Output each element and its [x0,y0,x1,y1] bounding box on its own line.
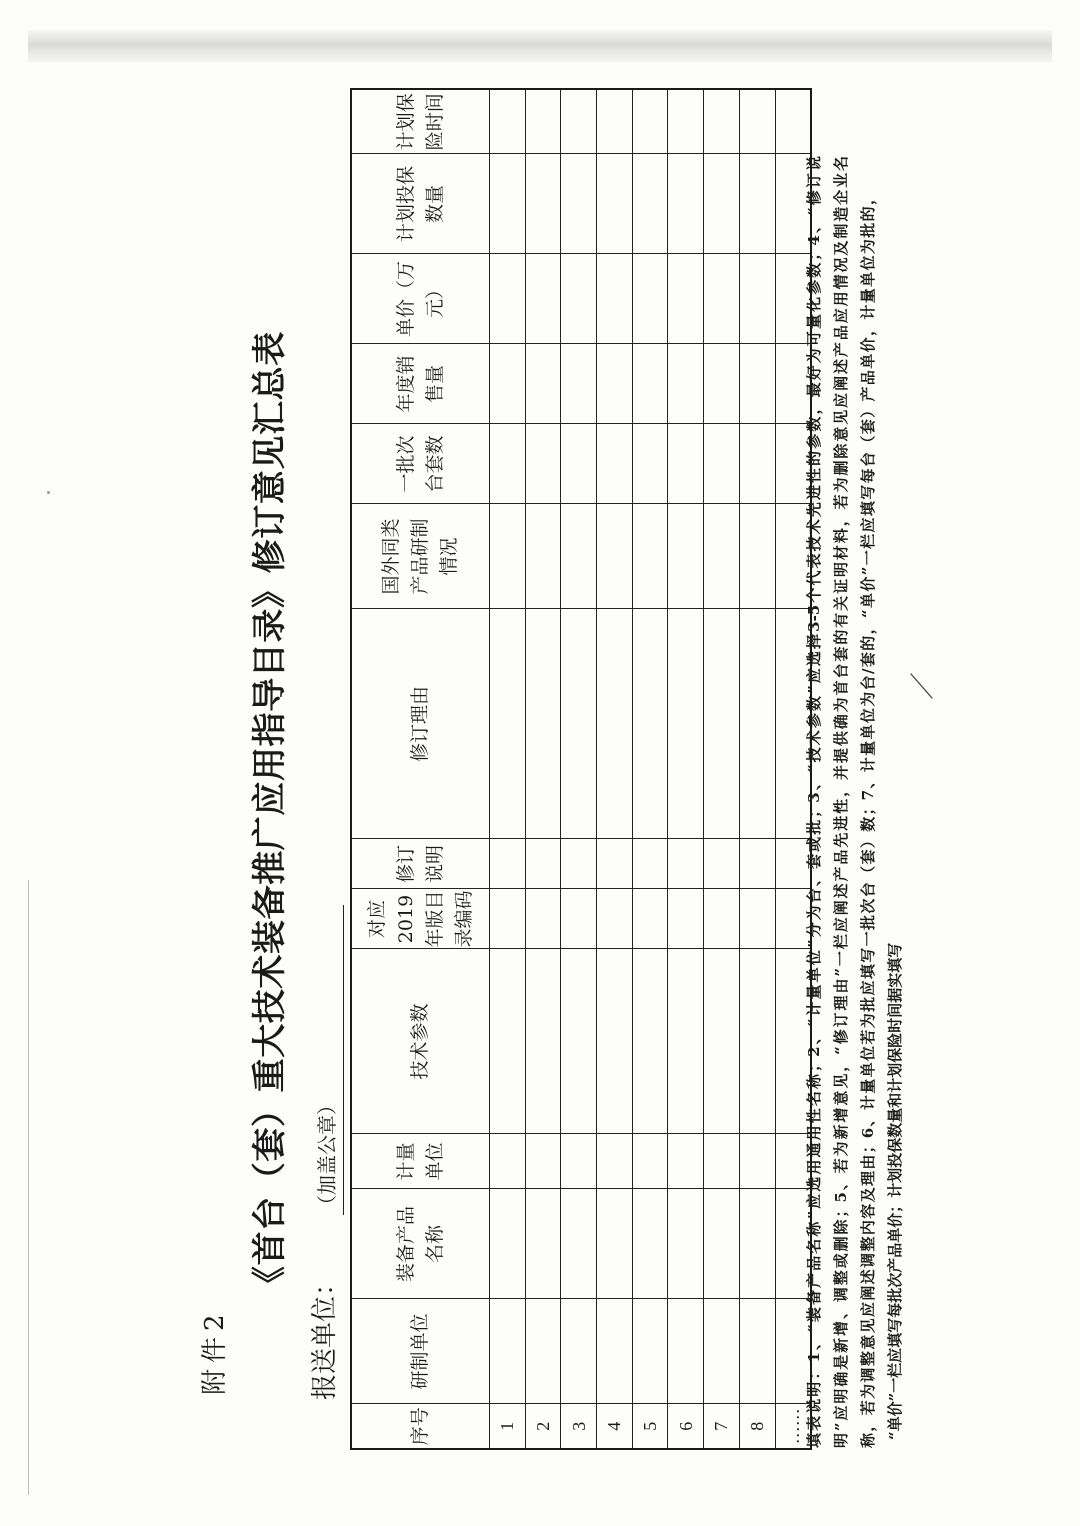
col-header-annual-sales: 年度销 售量 [351,344,490,424]
filling-instructions-line: “单价”一栏应填写每批次产品单价；计划投保数量和计划保险时间据实填写 [886,942,904,1440]
table-cell [739,424,775,504]
table-cell [525,154,561,254]
table-cell [561,344,597,424]
table-cell [490,1134,526,1189]
table-cell [704,89,740,154]
col-header-batch-quantity: 一批次 台套数 [351,424,490,504]
table-cell [597,1299,633,1404]
table-cell [739,1189,775,1299]
table-cell [668,1134,704,1189]
table-cell [525,1134,561,1189]
table-cell [632,504,668,609]
table-cell [525,1299,561,1404]
table-cell [739,154,775,254]
table-cell [597,254,633,344]
col-header-unit: 计量 单位 [351,1134,490,1189]
table-cell [525,1189,561,1299]
table-cell [668,504,704,609]
table-cell [668,254,704,344]
table-cell [561,1134,597,1189]
col-header-revision-note: 修订 说明 [351,839,490,889]
table-cell [561,1189,597,1299]
table-cell [632,154,668,254]
table-cell [561,609,597,839]
table-cell [668,154,704,254]
table-cell [739,89,775,154]
table-cell [668,424,704,504]
table-cell [561,424,597,504]
table-cell [668,1189,704,1299]
table-cell [525,889,561,949]
table-cell [704,424,740,504]
table-cell [597,1134,633,1189]
table-cell [632,89,668,154]
table-cell [597,89,633,154]
page-title: 《首台（套）重大技术装备推广应用指导目录》修订意见汇总表 [250,331,290,1300]
table-cell [561,889,597,949]
table-cell [632,1189,668,1299]
table-cell [704,504,740,609]
table-cell [597,424,633,504]
table-cell [739,254,775,344]
table-cell [597,1189,633,1299]
col-header-developer: 研制单位 [351,1299,490,1404]
table-cell [597,609,633,839]
table-cell [597,154,633,254]
table-cell [525,424,561,504]
table-cell [632,344,668,424]
table-cell [704,839,740,889]
table-cell [632,949,668,1134]
row-index-cell: 8 [739,1404,775,1449]
table-cell [490,889,526,949]
table-row [668,89,704,1449]
table-cell [704,344,740,424]
table-cell [668,839,704,889]
col-header-catalog-code: 对应 2019 年版目 录编码 [351,889,490,949]
table-cell [668,889,704,949]
table-cell [597,949,633,1134]
table-cell [597,504,633,609]
table-cell [775,89,811,154]
table-cell [739,949,775,1134]
table-cell [525,89,561,154]
seal-hint: （加盖公章） [315,1095,339,1215]
filling-instructions-line: 称，若为调整意见应阐述调整内容及理由；6、计量单位若为批应填写一批次台（套）数；7、计量单位为台/套的，“单价”一栏应填写每台（套）产品单价，计量单位为批的， [859,190,877,1448]
row-index-cell: 1 [490,1404,526,1449]
table-cell [490,424,526,504]
col-header-product-name: 装备产品 名称 [351,1189,490,1299]
table-cell [561,1299,597,1404]
table-cell [525,949,561,1134]
table-cell [668,344,704,424]
table-cell [704,889,740,949]
submitter-underline [343,905,344,1215]
table-cell [704,609,740,839]
table-cell [632,609,668,839]
table-row [704,89,740,1449]
row-index-cell: 6 [668,1404,704,1449]
col-header-revision-reason: 修订理由 [351,609,490,839]
table-cell [490,254,526,344]
col-header-planned-insured-quantity: 计划投保 数量 [351,154,490,254]
table-cell [668,609,704,839]
table-cell [490,504,526,609]
col-header-tech-params: 技术参数 [351,949,490,1134]
table-cell [490,344,526,424]
table-row [490,89,526,1449]
table-cell [490,1189,526,1299]
table-cell [739,609,775,839]
row-index-cell: 5 [632,1404,668,1449]
table-cell [525,344,561,424]
row-index-cell: 3 [561,1404,597,1449]
table-cell [632,1134,668,1189]
table-cell [525,839,561,889]
col-header-unit-price: 单价（万 元） [351,254,490,344]
table-cell [525,609,561,839]
table-cell [490,154,526,254]
table-row [561,89,597,1449]
attachment-label: 附件2 [200,1308,230,1395]
table-cell [704,154,740,254]
table-cell [561,839,597,889]
table-cell [739,1134,775,1189]
table-header-row [351,89,490,1449]
table-cell [704,949,740,1134]
filling-instructions-line: 明”应明确是新增、调整或删除；5、若为新增意见，“修订理由”一栏应阐述产品先进性，并提供确为首台套的有关证明材料，若为删除意见应阐述产品应用情况及制造企业名 [832,156,850,1448]
table-cell [490,949,526,1134]
row-index-cell: 2 [525,1404,561,1449]
table-cell [561,154,597,254]
table-cell [490,839,526,889]
table-cell [525,254,561,344]
table-row [597,89,633,1449]
table-cell [668,1299,704,1404]
col-header-index: 序号 [351,1404,490,1449]
table-cell [597,889,633,949]
table-cell [668,89,704,154]
table-cell [668,949,704,1134]
table-cell [490,609,526,839]
table-cell [490,89,526,154]
row-index-cell: …… [775,1404,811,1449]
table-cell [632,254,668,344]
table-cell [597,839,633,889]
table-cell [632,1299,668,1404]
table-cell [561,949,597,1134]
table-cell [704,1189,740,1299]
row-index-cell: 7 [704,1404,740,1449]
table-cell [525,504,561,609]
table-cell [561,254,597,344]
filling-instructions-line: 填表说明：1、“装备产品名称”应选用通用性名称；2、“计量单位”分为台、套或批；3、“技术参数”应选择3-5个代表技术先进性的参数，最好为可量化参数；4、“修订说 [805,156,823,1448]
table-cell [739,839,775,889]
table-cell [561,504,597,609]
table-cell [739,889,775,949]
col-header-foreign-status: 国外同类 产品研制 情况 [351,504,490,609]
revision-summary-table [350,88,812,1450]
table-cell [739,504,775,609]
table-row [525,89,561,1449]
table-cell [597,344,633,424]
col-header-planned-insurance-time: 计划保 险时间 [351,89,490,154]
table-cell [704,1134,740,1189]
table-cell [739,1299,775,1404]
table-cell [632,889,668,949]
table-cell [704,1299,740,1404]
table-cell [632,424,668,504]
row-index-cell: 4 [597,1404,633,1449]
table-row [632,89,668,1449]
table-cell [490,1299,526,1404]
submitter-label: 报送单位： [310,1269,340,1400]
table-cell [704,254,740,344]
table-cell [561,89,597,154]
table-cell [632,839,668,889]
table-cell [739,344,775,424]
table-row [739,89,775,1449]
